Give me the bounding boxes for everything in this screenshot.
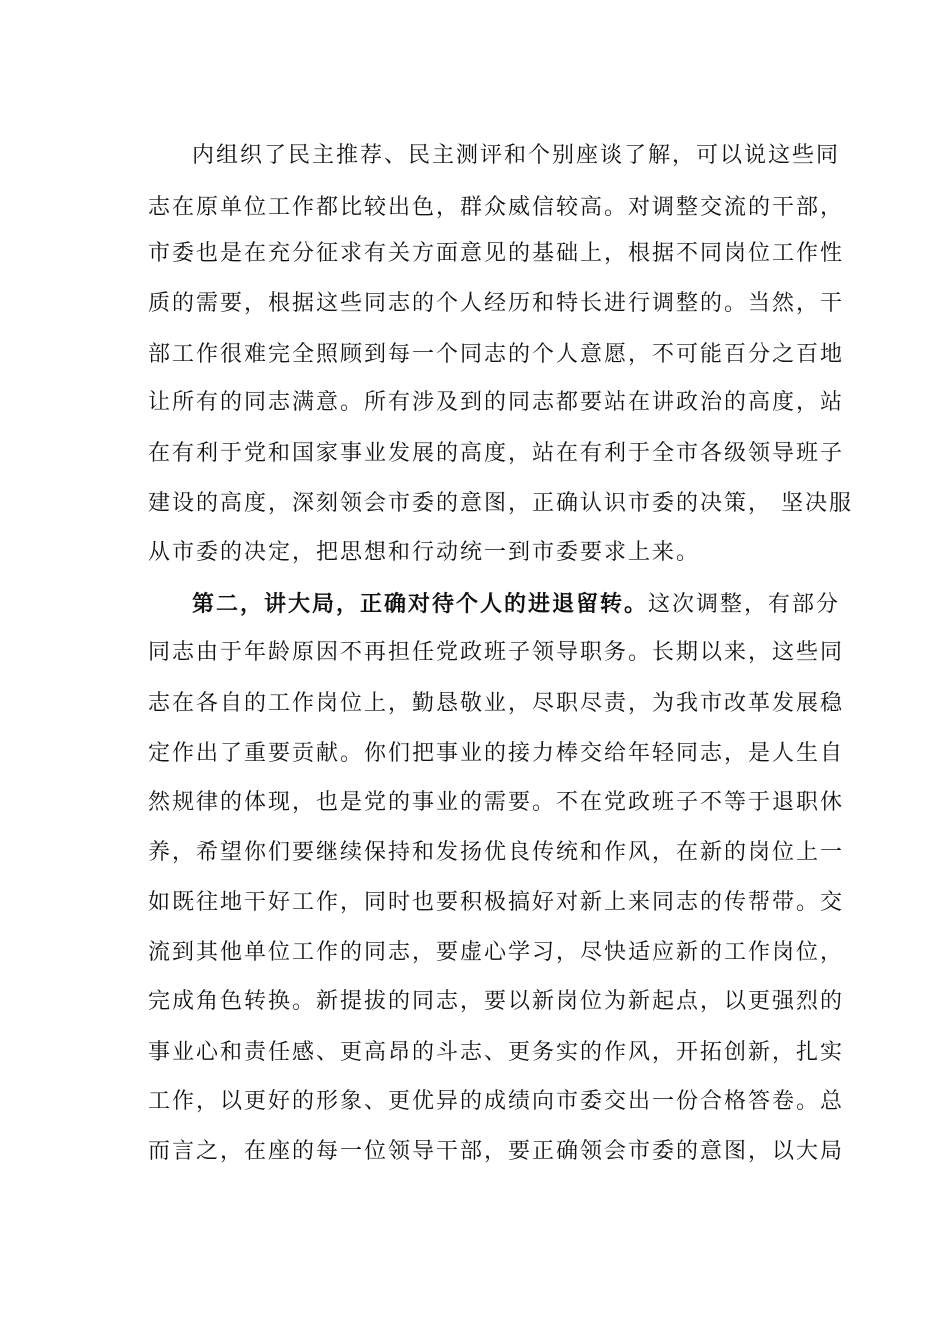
- paragraph-2-line: 而言之，在座的每一位领导干部，要正确领会市委的意图，以大局: [148, 1139, 845, 1164]
- paragraph-2-line: 如既往地干好工作，同时也要积极搞好对新上来同志的传帮带。交: [148, 890, 845, 915]
- paragraph-2-line: 然规律的体现，也是党的事业的需要。不在党政班子不等于退职休: [148, 790, 845, 815]
- paragraph-2-line: 工作，以更好的形象、更优异的成绩向市委交出一份合格答卷。总: [148, 1089, 845, 1114]
- paragraph-2-line: 流到其他单位工作的同志，要虚心学习，尽快适应新的工作岗位，: [148, 940, 845, 965]
- paragraph-2-line: 定作出了重要贡献。你们把事业的接力棒交给年轻同志，是人生自: [148, 741, 845, 766]
- section-heading: 第二，讲大局，正确对待个人的进退留转。: [192, 591, 649, 617]
- paragraph-1-line: 在有利于党和国家事业发展的高度，站在有利于全市各级领导班子: [148, 441, 845, 466]
- paragraph-1-line: 部工作很难完全照顾到每一个同志的个人意愿，不可能百分之百地: [148, 342, 845, 367]
- paragraph-2-line: 事业心和责任感、更高昂的斗志、更务实的作风，开拓创新，扎实: [148, 1040, 845, 1065]
- paragraph-2-line: 志在各自的工作岗位上，勤恳敬业，尽职尽责，为我市改革发展稳: [148, 691, 845, 716]
- paragraph-1-line: 建设的高度，深刻领会市委的意图，正确认识市委的决策， 坚决服: [148, 491, 853, 516]
- paragraph-2-line: 完成角色转换。新提拔的同志，要以新岗位为新起点，以更强烈的: [148, 989, 845, 1014]
- paragraph-2-line: 养，希望你们要继续保持和发扬优良传统和作风，在新的岗位上一: [148, 840, 845, 865]
- paragraph-1-line: 让所有的同志满意。所有涉及到的同志都要站在讲政治的高度，站: [148, 390, 845, 415]
- paragraph-2-line: 同志由于年龄原因不再担任党政班子领导职务。长期以来，这些同: [148, 640, 845, 665]
- paragraph-2-first-line: [192, 589, 840, 619]
- paragraph-1-line: 市委也是在充分征求有关方面意见的基础上，根据不同岗位工作性: [148, 241, 845, 266]
- paragraph-2-first-line-rest: 这次调整，有部分: [648, 592, 841, 617]
- paragraph-1-line: 从市委的决定，把思想和行动统一到市委要求上来。: [148, 540, 701, 565]
- paragraph-1-line: 内组织了民主推荐、民主测评和个别座谈了解，可以说这些同: [192, 143, 841, 168]
- paragraph-1-line: 志在原单位工作都比较出色，群众威信较高。对调整交流的干部，: [148, 195, 845, 220]
- paragraph-1-line: 质的需要，根据这些同志的个人经历和特长进行调整的。当然，干: [148, 291, 845, 316]
